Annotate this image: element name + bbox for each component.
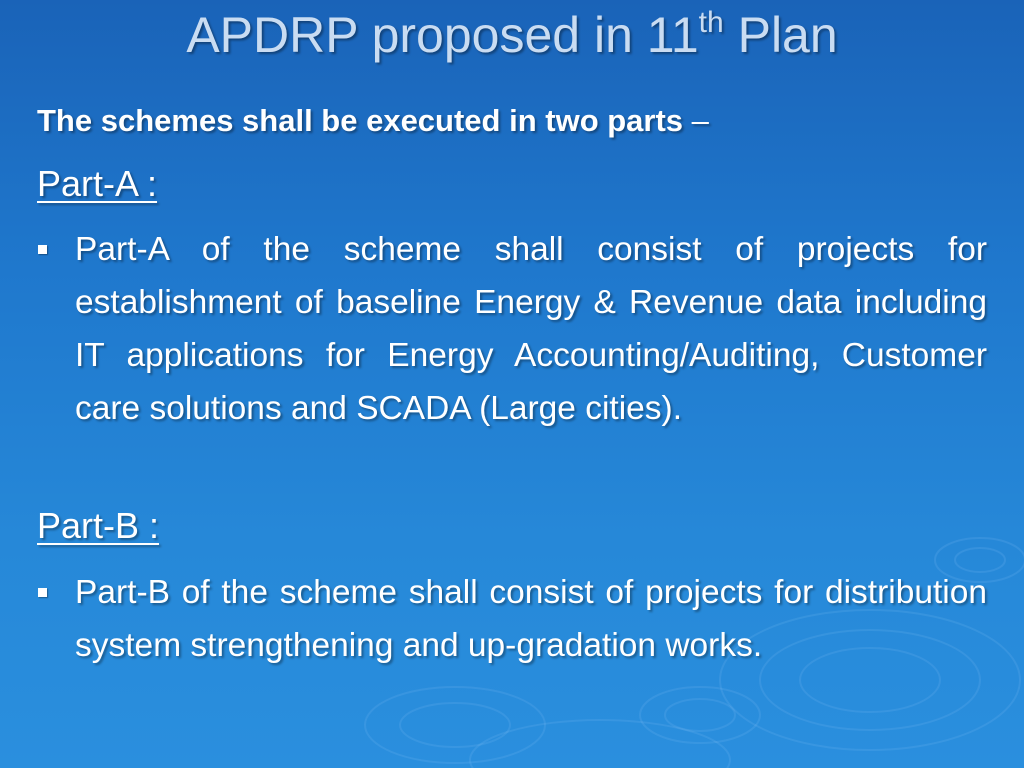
part-b-description: Part-B of the scheme shall consist of projects for distribution system strengthening and up-gradation works. (75, 574, 987, 664)
intro-dash: – (683, 103, 709, 138)
slide-title (0, 2, 1024, 68)
part-a-heading: Part-A : (37, 163, 158, 204)
slide-title-end: Plan (723, 7, 838, 63)
intro-text: The schemes shall be executed in two parts (37, 103, 684, 138)
intro-line (37, 100, 709, 142)
square-bullet-icon (38, 245, 47, 254)
part-a-description: Part-A of the scheme shall consist of projects for establishment of baseline Energy & Revenue data including IT applications for Energy Accounting/Auditing, Customer care solutions and SCADA (Large cities). (75, 231, 987, 427)
square-bullet-icon (38, 588, 47, 597)
slide-title-text: APDRP proposed in 11 (186, 7, 699, 63)
part-b-heading: Part-B : (37, 505, 160, 546)
slide-title-superscript: th (698, 6, 724, 39)
